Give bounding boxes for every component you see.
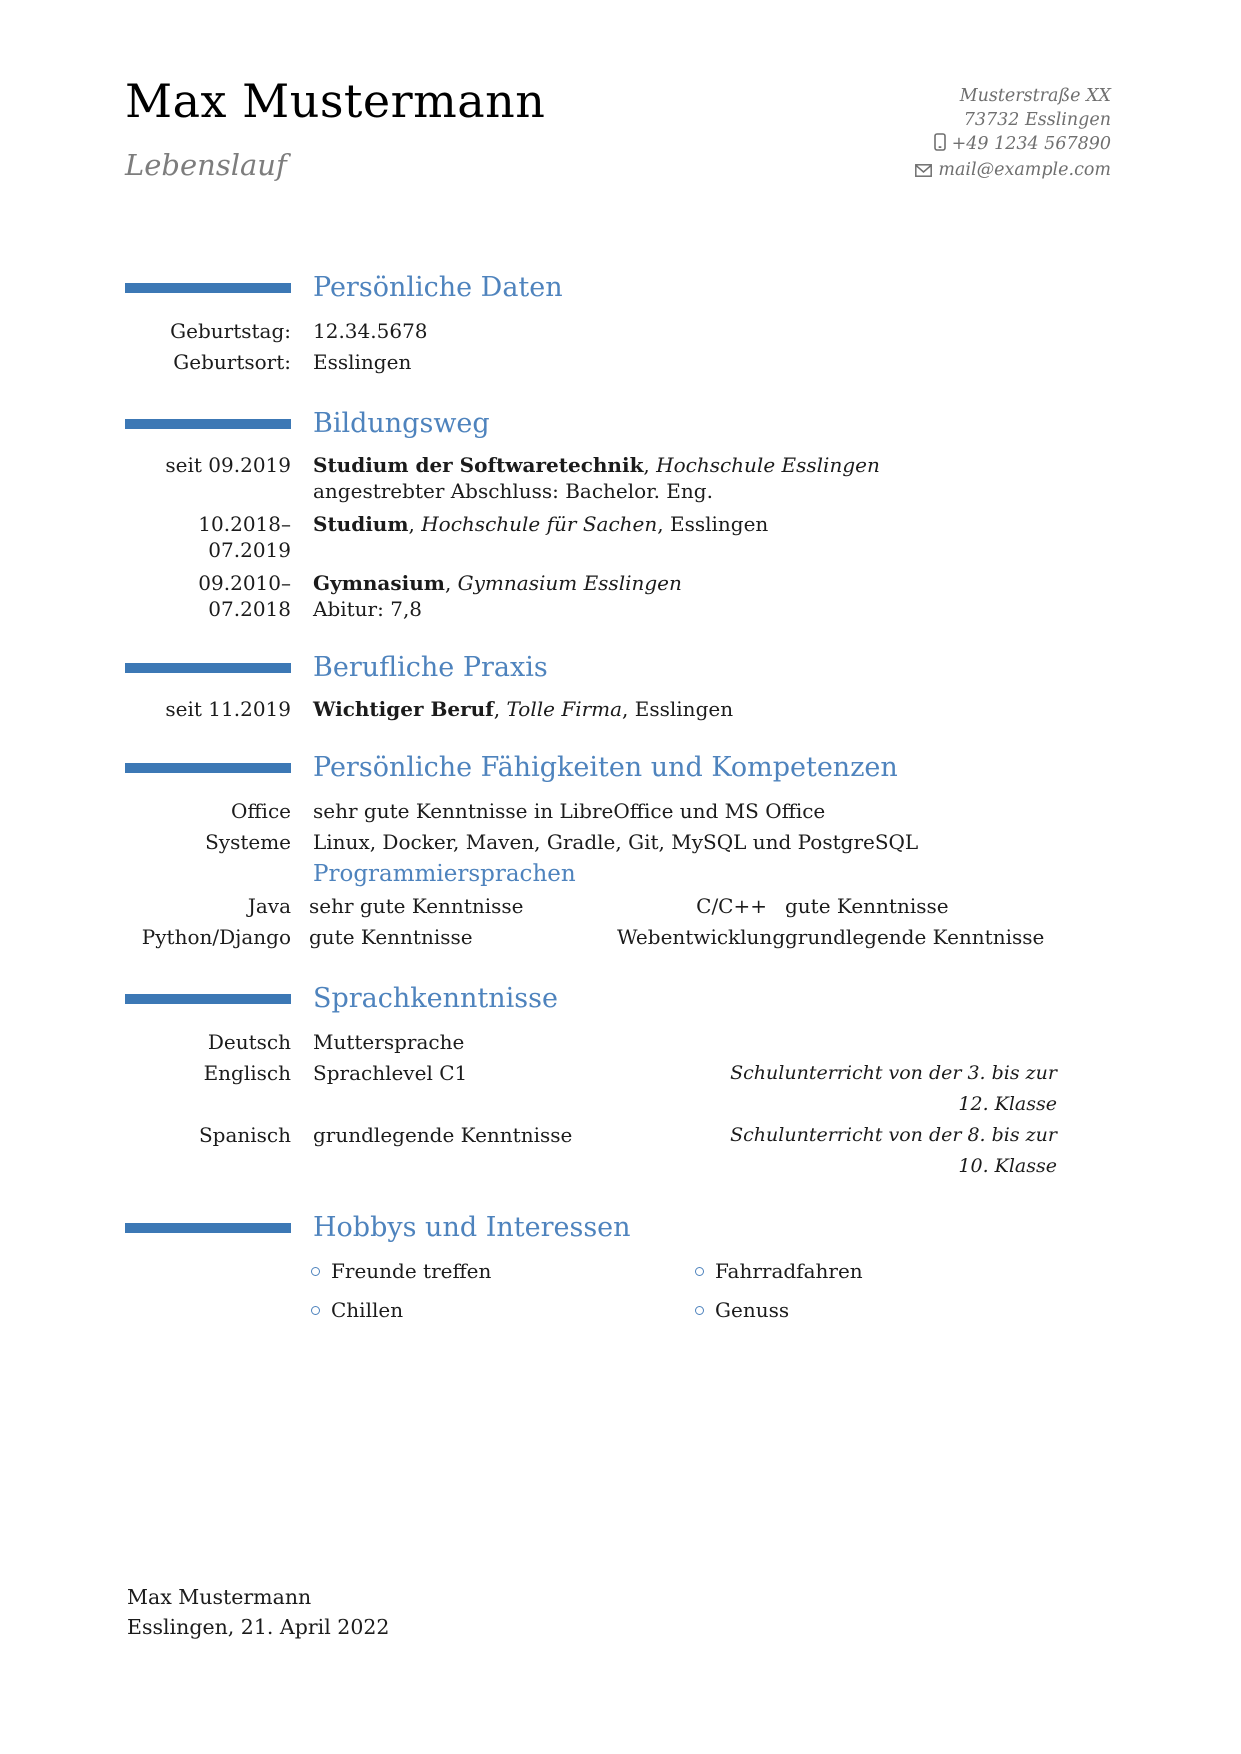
section-header — [125, 1210, 1057, 1246]
language-label: Deutsch — [207, 1030, 291, 1054]
section-hobbies — [125, 1210, 1057, 1325]
address-line-1: Musterstraße XX — [959, 86, 1111, 106]
entry-detail: Abitur: 7,8 — [313, 597, 423, 621]
skill-matrix-row-1 — [125, 891, 1057, 922]
language-level: Sprachlevel C1 — [313, 1061, 468, 1085]
personal-row-birthplace — [125, 347, 1057, 378]
skill-value: Linux, Docker, Maven, Gradle, Git, MySQL und PostgreSQL — [313, 830, 919, 854]
entry-body — [313, 511, 1057, 563]
entry-degree: Gymnasium — [313, 571, 445, 595]
header — [0, 0, 1241, 184]
skill-row-systems — [125, 827, 1057, 858]
subsection-title: Programmiersprachen — [313, 861, 576, 887]
separator: , — [408, 512, 422, 536]
entry-period: 09.2010–07.2018 — [198, 571, 291, 621]
section-experience — [125, 650, 1057, 722]
skill-label: Office — [230, 799, 291, 823]
skill-label: Webentwicklung — [617, 925, 786, 949]
entry-period: seit 09.2019 — [165, 453, 291, 477]
entry-body — [313, 570, 1057, 622]
skill-label: C/C++ — [696, 894, 767, 918]
hobby-label: Chillen — [331, 1298, 404, 1322]
section-accent-bar — [125, 1223, 291, 1233]
separator: , — [657, 512, 670, 536]
language-row-spanish — [125, 1120, 1057, 1182]
section-accent-bar — [125, 283, 291, 293]
hobby-grid — [125, 1256, 1057, 1325]
skill-value: gute Kenntnisse — [309, 925, 473, 949]
email-address[interactable]: mail@example.com — [938, 160, 1111, 180]
entry-headline — [313, 570, 1057, 596]
entry-company: Tolle Firma — [506, 697, 623, 721]
skill-value: grundlegende Kenntnisse — [785, 925, 1045, 949]
header-left — [125, 74, 545, 182]
signature-place-date: Esslingen, 21. April 2022 — [127, 1615, 390, 1639]
phone-line — [915, 132, 1111, 158]
entry-headline — [313, 696, 1057, 722]
section-header — [125, 750, 1057, 786]
section-header — [125, 270, 1057, 306]
entry-body — [313, 696, 1057, 722]
field-label-birthday: Geburtstag: — [170, 319, 291, 343]
section-title-hobbies: Hobbys und Interessen — [313, 1212, 631, 1243]
page-title: Max Mustermann — [125, 74, 546, 128]
hobby-label: Fahrradfahren — [715, 1259, 863, 1283]
skill-label: Python/Django — [141, 925, 291, 949]
section-header — [125, 406, 1057, 442]
entry-role: Wichtiger Beruf — [313, 697, 494, 721]
entry-degree: Studium — [313, 512, 409, 536]
document-subtitle: Lebenslauf — [125, 148, 287, 182]
hobby-item — [311, 1256, 695, 1286]
section-personal-data — [125, 270, 1057, 378]
separator: , — [444, 571, 458, 595]
language-label: Englisch — [203, 1061, 291, 1085]
language-note — [705, 1027, 1057, 1058]
experience-entry-1 — [125, 696, 1057, 722]
hobby-item — [695, 1295, 1057, 1325]
separator: , — [493, 697, 507, 721]
language-note: Schulunterricht von der 3. bis zur 12. Klasse — [730, 1062, 1057, 1115]
hobby-item — [695, 1256, 1057, 1286]
skill-label: Systeme — [205, 830, 291, 854]
entry-institution: Gymnasium Esslingen — [457, 571, 682, 595]
section-accent-bar — [125, 763, 291, 773]
skill-value: gute Kenntnisse — [785, 894, 949, 918]
phone-number[interactable]: +49 1234 567890 — [951, 134, 1111, 154]
address-line-2: 73732 Esslingen — [963, 110, 1111, 130]
envelope-icon — [915, 160, 932, 184]
skill-row-office — [125, 796, 1057, 827]
section-title-education: Bildungsweg — [313, 408, 490, 439]
skill-value: sehr gute Kenntnisse in LibreOffice und MS Office — [313, 799, 826, 823]
mobile-phone-icon — [934, 133, 946, 158]
entry-institution: Hochschule für Sachen — [421, 512, 658, 536]
education-entry-2 — [125, 511, 1057, 563]
skill-label: Java — [247, 894, 291, 918]
language-level: grundlegende Kenntnisse — [313, 1123, 573, 1147]
content — [0, 270, 1057, 1325]
circle-bullet-icon — [695, 1267, 704, 1276]
field-label-birthplace: Geburtsort: — [173, 350, 291, 374]
hobby-label: Genuss — [715, 1298, 790, 1322]
language-row-english — [125, 1058, 1057, 1120]
entry-period: 10.2018–07.2019 — [198, 512, 291, 562]
section-accent-bar — [125, 994, 291, 1004]
separator: , — [643, 453, 657, 477]
section-skills — [125, 750, 1057, 953]
circle-bullet-icon — [311, 1306, 320, 1315]
section-title-languages: Sprachkenntnisse — [313, 983, 558, 1014]
section-accent-bar — [125, 663, 291, 673]
entry-headline — [313, 452, 1057, 478]
language-label: Spanisch — [198, 1123, 291, 1147]
circle-bullet-icon — [311, 1267, 320, 1276]
section-header — [125, 981, 1057, 1017]
subsection-spacer — [125, 858, 291, 891]
hobby-item — [311, 1295, 695, 1325]
entry-period: seit 11.2019 — [165, 697, 291, 721]
language-row-german — [125, 1027, 1057, 1058]
separator: , — [622, 697, 635, 721]
signature-name: Max Mustermann — [127, 1585, 312, 1609]
language-note: Schulunterricht von der 8. bis zur 10. Klasse — [730, 1124, 1057, 1177]
contact-block — [915, 84, 1111, 184]
skill-matrix-row-2 — [125, 922, 1057, 953]
hobby-label: Freunde treffen — [331, 1259, 492, 1283]
circle-bullet-icon — [695, 1306, 704, 1315]
entry-location: Esslingen — [669, 512, 769, 536]
entry-institution: Hochschule Esslingen — [656, 453, 880, 477]
subsection-programming-languages — [125, 858, 1057, 891]
section-title-personal-data: Persönliche Daten — [313, 272, 563, 303]
language-level: Muttersprache — [313, 1030, 465, 1054]
entry-body — [313, 452, 1057, 504]
field-value-birthday: 12.34.5678 — [313, 319, 428, 343]
section-education — [125, 406, 1057, 622]
section-header — [125, 650, 1057, 686]
education-entry-1 — [125, 452, 1057, 504]
field-value-birthplace: Esslingen — [313, 350, 412, 374]
section-title-skills: Persönliche Fähigkeiten und Kompetenzen — [313, 752, 898, 783]
entry-degree: Studium der Softwaretechnik — [313, 453, 644, 477]
education-entry-3 — [125, 570, 1057, 622]
skill-value: sehr gute Kenntnisse — [309, 894, 524, 918]
email-line — [915, 158, 1111, 184]
section-accent-bar — [125, 419, 291, 429]
entry-location: Esslingen — [634, 697, 734, 721]
section-languages — [125, 981, 1057, 1182]
personal-row-birthday — [125, 316, 1057, 347]
section-title-experience: Berufliche Praxis — [313, 652, 548, 683]
entry-headline — [313, 511, 1057, 537]
entry-detail: angestrebter Abschluss: Bachelor. Eng. — [313, 479, 713, 503]
signature-block — [127, 1582, 389, 1642]
